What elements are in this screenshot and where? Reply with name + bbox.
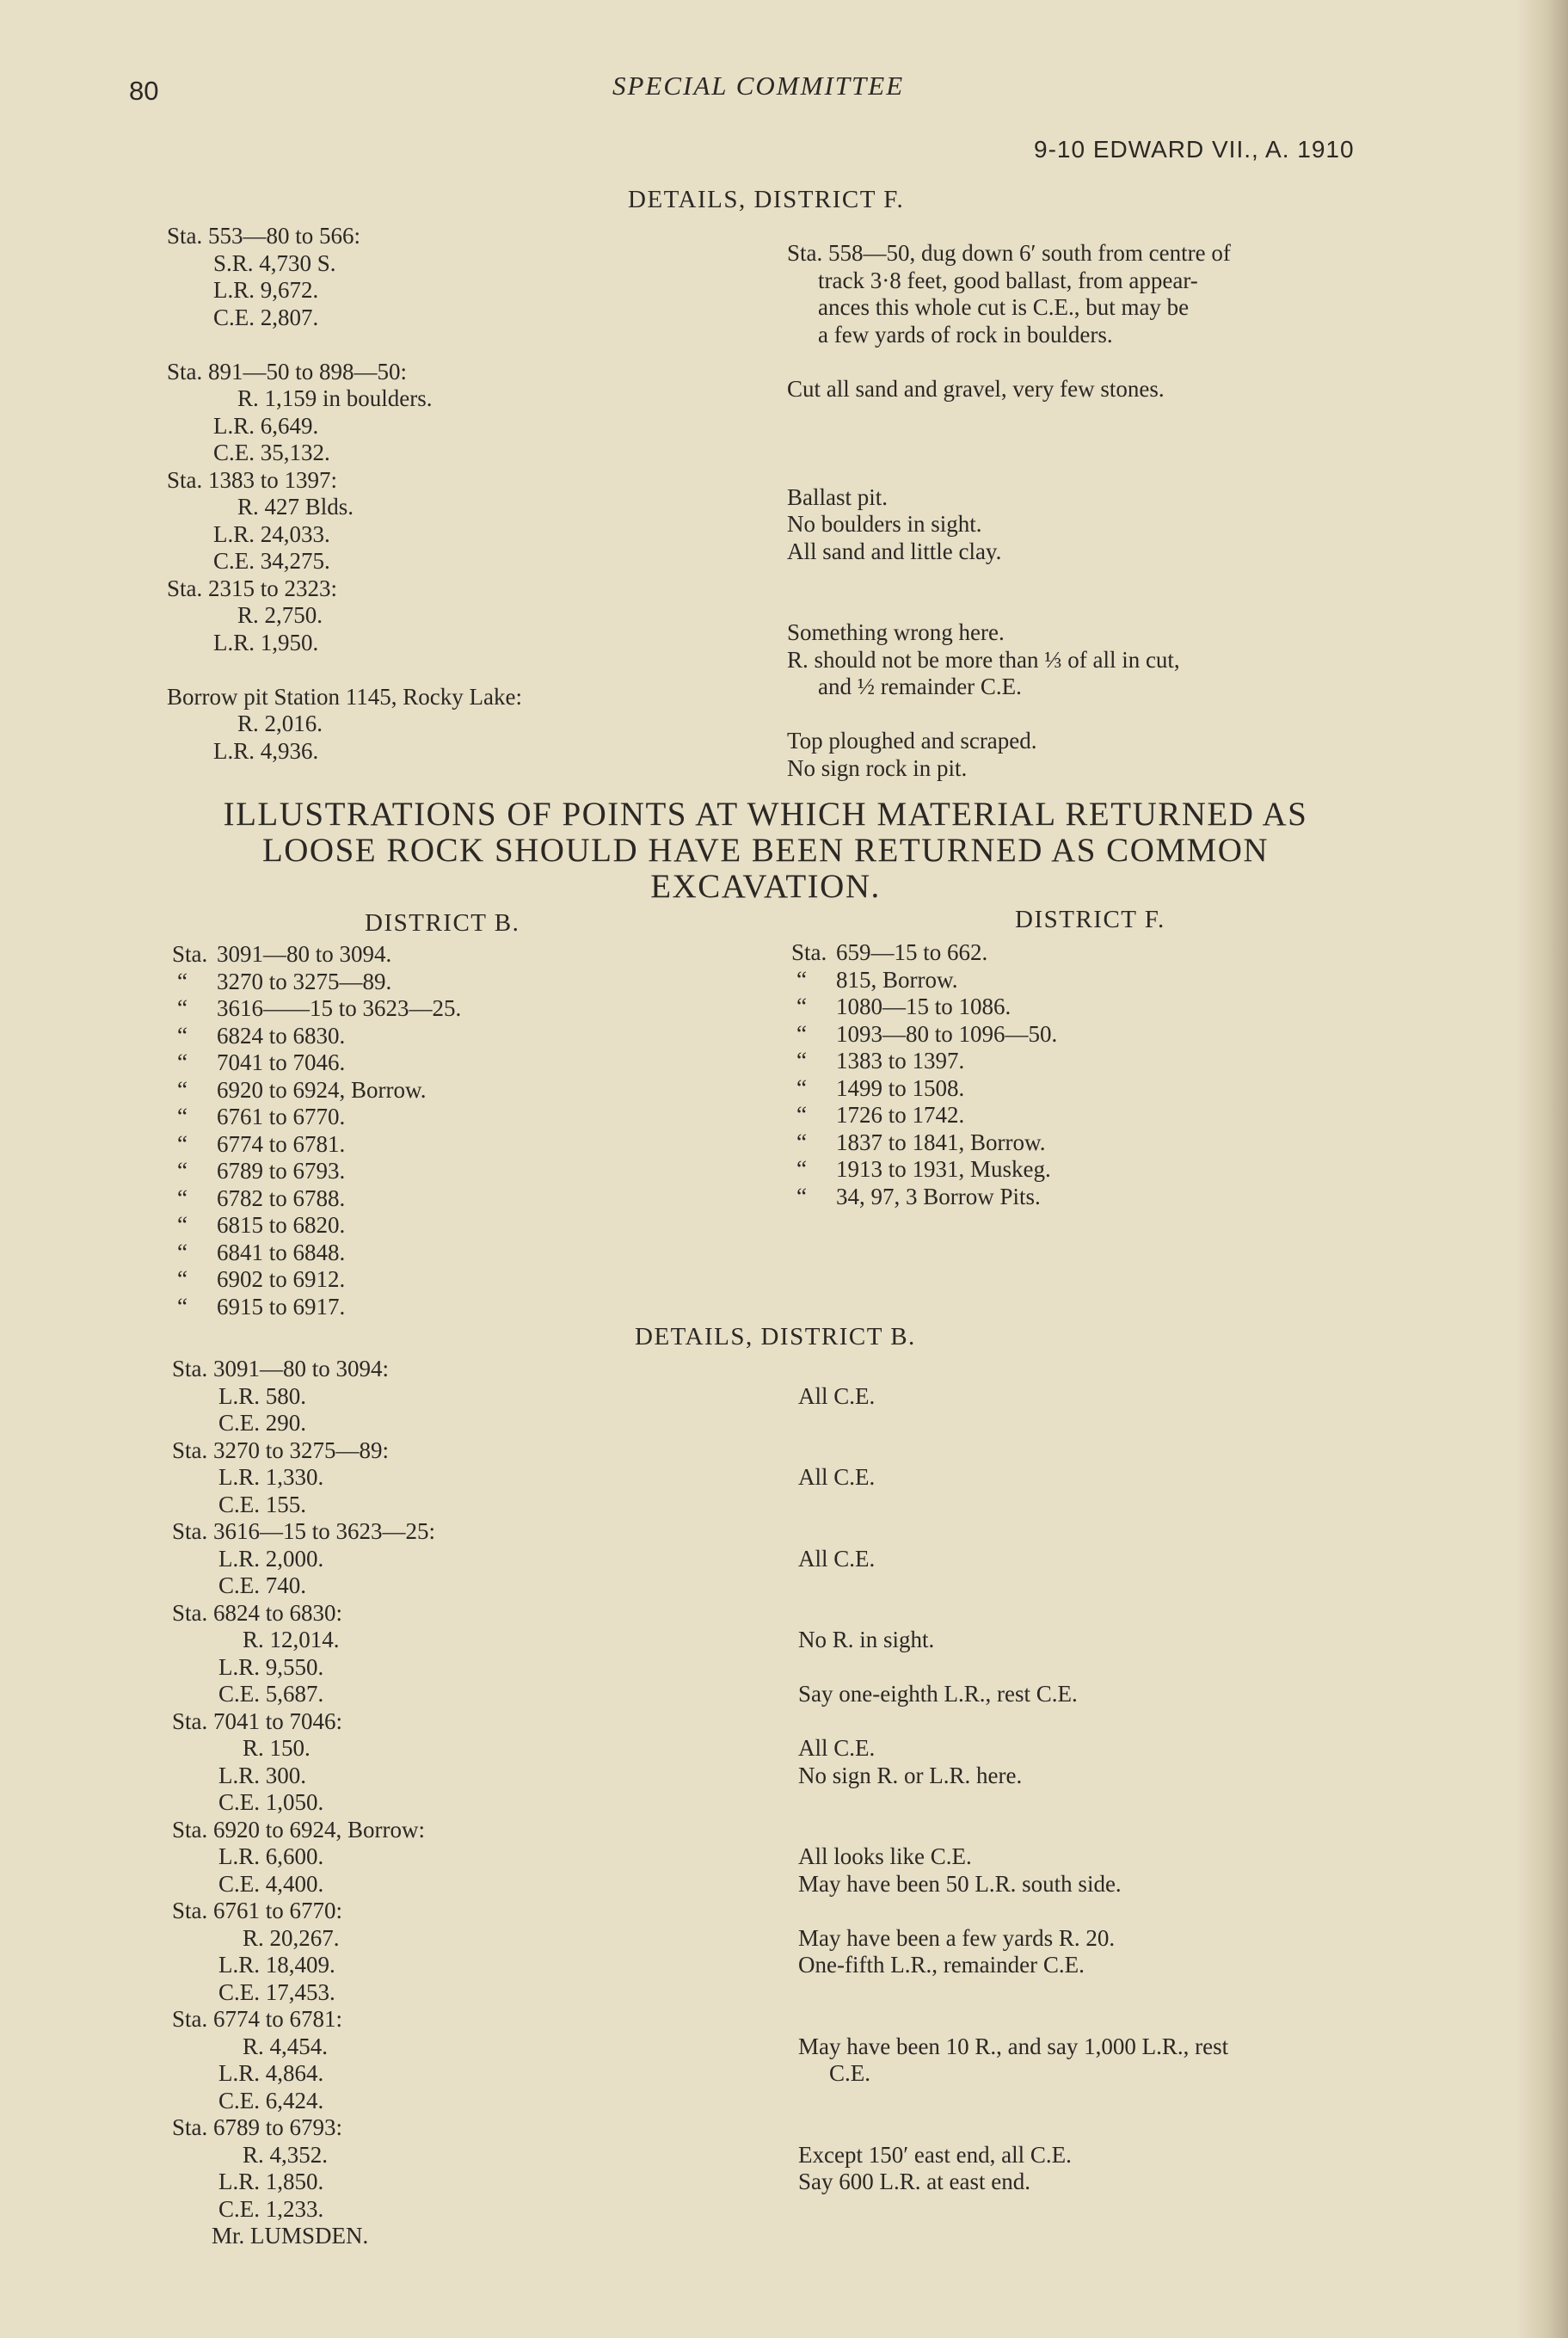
illustrations-title-line-3: EXCAVATION. xyxy=(650,868,881,905)
station-range: 3270 to 3275—89. xyxy=(217,968,392,994)
detail-line: C.E. 34,275. xyxy=(213,548,330,574)
station-prefix: Sta. xyxy=(791,939,827,965)
station-range: 6761 to 6770. xyxy=(217,1104,346,1129)
station-range: 659—15 to 662. xyxy=(836,939,988,965)
station-prefix: “ xyxy=(177,1184,188,1211)
detail-line: Sta. 2315 to 2323: xyxy=(167,575,338,601)
detail-line: C.E. 4,400. xyxy=(218,1870,324,1897)
district-f-heading: DISTRICT F. xyxy=(1015,906,1165,933)
remark-line xyxy=(787,457,1231,484)
station-list-item xyxy=(791,1021,1057,1049)
detail-line: L.R. 580. xyxy=(218,1382,307,1409)
remark-line xyxy=(798,1518,1228,1546)
remark-line xyxy=(787,430,1231,458)
remark-line xyxy=(798,1789,1228,1817)
station-list-item xyxy=(791,939,1057,967)
detail-line: L.R. 1,850. xyxy=(218,2169,324,2194)
remark-line: Say 600 L.R. at east end. xyxy=(798,2169,1030,2194)
detail-line: Sta. 6824 to 6830: xyxy=(172,1599,343,1626)
detail-line: Sta. 3616—15 to 3623—25: xyxy=(172,1518,436,1544)
station-list-item xyxy=(172,1023,461,1050)
illustrations-title-line-2: LOOSE ROCK SHOULD HAVE BEEN RETURNED AS COMMON xyxy=(261,832,1270,869)
station-range: 1913 to 1931, Muskeg. xyxy=(836,1156,1051,1182)
station-list-item xyxy=(172,1240,461,1267)
station-prefix: “ xyxy=(796,966,807,993)
detail-line: L.R. 18,409. xyxy=(218,1952,335,1978)
page-edge-shadow xyxy=(1516,0,1568,2338)
remark-line xyxy=(798,1410,1228,1437)
detail-line: L.R. 1,330. xyxy=(218,1464,324,1490)
station-range: 1080—15 to 1086. xyxy=(836,994,1012,1019)
detail-line: S.R. 4,730 S. xyxy=(213,249,336,276)
station-range: 6902 to 6912. xyxy=(217,1266,346,1292)
detail-line: Sta. 6761 to 6770: xyxy=(172,1898,343,1923)
detail-line: L.R. 4,864. xyxy=(218,2060,324,2086)
remark-line: All C.E. xyxy=(798,1735,876,1761)
station-list-item xyxy=(172,1294,461,1321)
detail-line: L.R. 6,600. xyxy=(218,1843,324,1869)
station-prefix: “ xyxy=(796,1048,807,1074)
remark-line xyxy=(798,1492,1228,1519)
station-prefix: “ xyxy=(177,1158,188,1184)
remark-line: Something wrong here. xyxy=(787,619,1005,645)
station-list-item xyxy=(791,1102,1057,1129)
illustrations-title xyxy=(86,797,1445,905)
detail-line: C.E. 35,132. xyxy=(213,440,330,465)
detail-line: R. 4,352. xyxy=(243,2141,329,2168)
district-b-details-left xyxy=(172,1356,435,2250)
detail-line: R. 12,014. xyxy=(243,1627,340,1652)
detail-line: R. 427 Blds. xyxy=(237,494,354,520)
remark-line: Cut all sand and gravel, very few stones. xyxy=(787,375,1165,402)
detail-line: L.R. 4,936. xyxy=(213,737,319,764)
station-list-item xyxy=(172,1158,461,1185)
remark-line xyxy=(798,1979,1228,2007)
district-f-station-list xyxy=(791,939,1057,1210)
remark-line: All C.E. xyxy=(798,1382,876,1409)
detail-line: C.E. 17,453. xyxy=(218,1978,335,2005)
station-list-item xyxy=(172,1185,461,1213)
station-prefix: “ xyxy=(177,1266,188,1292)
detail-line: L.R. 300. xyxy=(218,1762,307,1788)
station-prefix: “ xyxy=(177,1076,188,1103)
detail-line: Sta. 7041 to 7046: xyxy=(172,1707,343,1734)
remark-line: Ballast pit. xyxy=(787,483,888,510)
detail-line: Sta. 6774 to 6781: xyxy=(172,2006,343,2032)
remark-line: Sta. 558—50, dug down 6′ south from centre of xyxy=(787,240,1231,266)
remark-line: All C.E. xyxy=(798,1464,876,1490)
remark-line: All looks like C.E. xyxy=(798,1843,972,1869)
station-list-item xyxy=(172,941,461,969)
detail-line: R. 2,750. xyxy=(237,602,323,628)
station-prefix: “ xyxy=(177,995,188,1021)
detail-line: C.E. 2,807. xyxy=(213,304,319,330)
station-list-item xyxy=(791,994,1057,1021)
section-heading-district-b: DETAILS, DISTRICT B. xyxy=(635,1323,916,1351)
detail-line: Sta. 3270 to 3275—89: xyxy=(172,1437,390,1463)
station-prefix: “ xyxy=(796,1156,807,1182)
remark-line: May have been 50 L.R. south side. xyxy=(798,1870,1122,1897)
district-b-station-list xyxy=(172,941,461,1320)
remark-line xyxy=(798,1356,1228,1383)
detail-line: R. 4,454. xyxy=(243,2033,329,2059)
station-prefix: “ xyxy=(177,968,188,994)
station-prefix: “ xyxy=(796,1183,807,1209)
detail-line: Sta. 891—50 to 898—50: xyxy=(167,358,408,385)
detail-line: Sta. 553—80 to 566: xyxy=(167,223,361,249)
station-range: 6841 to 6848. xyxy=(217,1239,346,1265)
page-number: 80 xyxy=(129,76,159,106)
remark-line: No boulders in sight. xyxy=(787,511,982,537)
station-range: 3091—80 to 3094. xyxy=(217,941,392,967)
remark-line: Except 150′ east end, all C.E. xyxy=(798,2141,1072,2168)
detail-line: Borrow pit Station 1145, Rocky Lake: xyxy=(167,683,522,710)
remark-line xyxy=(798,1654,1228,1682)
station-prefix: “ xyxy=(177,1104,188,1129)
detail-line: C.E. 1,050. xyxy=(218,1789,324,1815)
remark-line xyxy=(787,565,1231,593)
detail-line: C.E. 740. xyxy=(218,1572,307,1598)
station-prefix: “ xyxy=(177,1130,188,1157)
remark-line xyxy=(798,2006,1228,2033)
station-prefix: “ xyxy=(796,1129,807,1155)
remark-line: All C.E. xyxy=(798,1545,876,1572)
remark-line: All sand and little clay. xyxy=(787,538,1002,564)
station-range: 6782 to 6788. xyxy=(217,1184,346,1211)
station-list-item xyxy=(172,969,461,996)
station-range: 6815 to 6820. xyxy=(217,1212,346,1238)
detail-line: L.R. 2,000. xyxy=(218,1545,324,1572)
station-range: 7041 to 7046. xyxy=(217,1049,346,1075)
detail-line: Sta. 1383 to 1397: xyxy=(167,466,338,493)
detail-line xyxy=(167,656,522,684)
detail-line: C.E. 290. xyxy=(218,1410,307,1436)
remark-line: May have been a few yards R. 20. xyxy=(798,1924,1116,1951)
station-prefix: “ xyxy=(796,1102,807,1128)
section-heading-district-f: DETAILS, DISTRICT F. xyxy=(628,186,905,213)
district-f-details-right xyxy=(787,240,1231,782)
remark-line xyxy=(798,2196,1228,2224)
remark-line: No sign R. or L.R. here. xyxy=(798,1762,1023,1788)
station-range: 1093—80 to 1096—50. xyxy=(836,1020,1058,1047)
detail-line: R. 150. xyxy=(243,1735,311,1761)
station-list-item xyxy=(791,967,1057,994)
station-list-item xyxy=(791,1048,1057,1075)
remark-line: and ½ remainder C.E. xyxy=(818,674,1022,699)
detail-line xyxy=(167,331,522,359)
station-range: 6789 to 6793. xyxy=(217,1158,346,1184)
detail-line: L.R. 6,649. xyxy=(213,412,319,439)
detail-line: C.E. 1,233. xyxy=(218,2195,324,2222)
remark-line xyxy=(787,593,1231,620)
district-b-heading: DISTRICT B. xyxy=(365,909,520,937)
detail-line: C.E. 6,424. xyxy=(218,2087,324,2113)
detail-line: R. 20,267. xyxy=(243,1924,340,1951)
station-list-item xyxy=(791,1184,1057,1211)
station-range: 6824 to 6830. xyxy=(217,1022,346,1049)
remark-line: Say one-eighth L.R., rest C.E. xyxy=(798,1681,1078,1707)
detail-line: L.R. 1,950. xyxy=(213,629,319,655)
remark-line xyxy=(798,1600,1228,1627)
remark-line: ances this whole cut is C.E., but may be xyxy=(818,294,1190,320)
station-prefix: “ xyxy=(796,1074,807,1101)
station-range: 1726 to 1742. xyxy=(836,1102,965,1128)
detail-line: Sta. 6789 to 6793: xyxy=(172,2114,343,2140)
station-prefix: “ xyxy=(177,1293,188,1320)
station-range: 6920 to 6924, Borrow. xyxy=(217,1076,427,1103)
remark-line: a few yards of rock in boulders. xyxy=(818,321,1113,348)
remark-line xyxy=(798,1708,1228,1736)
detail-line: C.E. 5,687. xyxy=(218,1681,324,1707)
station-list-item xyxy=(172,1212,461,1240)
station-range: 1383 to 1397. xyxy=(836,1048,965,1074)
district-f-details-left xyxy=(167,223,522,765)
detail-line: Sta. 3091—80 to 3094: xyxy=(172,1356,390,1381)
remark-line: No sign rock in pit. xyxy=(787,754,968,781)
remark-line xyxy=(798,1898,1228,1925)
station-list-item xyxy=(172,1077,461,1104)
station-list-item xyxy=(172,1131,461,1159)
illustrations-title-line-1: ILLUSTRATIONS OF POINTS AT WHICH MATERIAL RETURNED AS xyxy=(223,796,1308,833)
station-prefix: “ xyxy=(177,1239,188,1265)
remark-line xyxy=(798,2223,1228,2250)
detail-line: L.R. 9,672. xyxy=(213,277,319,303)
detail-line: Mr. LUMSDEN. xyxy=(212,2223,369,2249)
remark-line: One-fifth L.R., remainder C.E. xyxy=(798,1952,1085,1978)
session-line: 9-10 EDWARD VII., A. 1910 xyxy=(1034,136,1355,163)
station-list-item xyxy=(172,1104,461,1131)
station-range: 6915 to 6917. xyxy=(217,1293,346,1320)
remark-line xyxy=(798,2088,1228,2115)
station-list-item xyxy=(172,1266,461,1294)
remark-line: track 3·8 feet, good ballast, from appear- xyxy=(818,267,1198,293)
station-list-item xyxy=(791,1156,1057,1184)
detail-line: L.R. 24,033. xyxy=(213,520,330,547)
district-b-details-right xyxy=(798,1356,1228,2250)
detail-line: C.E. 155. xyxy=(218,1491,307,1517)
station-prefix: Sta. xyxy=(172,941,208,967)
station-range: 1499 to 1508. xyxy=(836,1074,965,1101)
remark-line xyxy=(798,2114,1228,2142)
station-range: 6774 to 6781. xyxy=(217,1130,346,1157)
detail-line: Sta. 6920 to 6924, Borrow: xyxy=(172,1816,425,1843)
station-list-item xyxy=(791,1075,1057,1103)
remark-line: C.E. xyxy=(829,2060,871,2086)
station-list-item xyxy=(791,1129,1057,1157)
station-list-item xyxy=(172,995,461,1023)
detail-line: L.R. 9,550. xyxy=(218,1653,324,1680)
detail-line: R. 1,159 in boulders. xyxy=(237,385,433,411)
remark-line: No R. in sight. xyxy=(798,1627,935,1652)
station-prefix: “ xyxy=(177,1212,188,1238)
station-prefix: “ xyxy=(796,1020,807,1047)
remark-line: R. should not be more than ⅓ of all in cut, xyxy=(787,646,1180,673)
station-prefix: “ xyxy=(177,1022,188,1049)
remark-line xyxy=(798,1572,1228,1600)
station-list-item xyxy=(172,1049,461,1077)
remark-line: May have been 10 R., and say 1,000 L.R., rest xyxy=(798,2033,1229,2059)
station-prefix: “ xyxy=(796,994,807,1019)
station-range: 815, Borrow. xyxy=(836,966,958,993)
remark-line xyxy=(798,1437,1228,1465)
remark-line: Top ploughed and scraped. xyxy=(787,728,1037,754)
station-range: 1837 to 1841, Borrow. xyxy=(836,1129,1046,1155)
remark-line xyxy=(798,1817,1228,1844)
station-range: 3616——15 to 3623—25. xyxy=(217,995,462,1021)
running-head: SPECIAL COMMITTEE xyxy=(612,71,905,101)
station-prefix: “ xyxy=(177,1049,188,1075)
remark-line xyxy=(787,348,1231,376)
detail-line: R. 2,016. xyxy=(237,711,323,736)
remark-line xyxy=(787,403,1231,430)
station-range: 34, 97, 3 Borrow Pits. xyxy=(836,1183,1041,1209)
remark-line xyxy=(787,701,1231,729)
